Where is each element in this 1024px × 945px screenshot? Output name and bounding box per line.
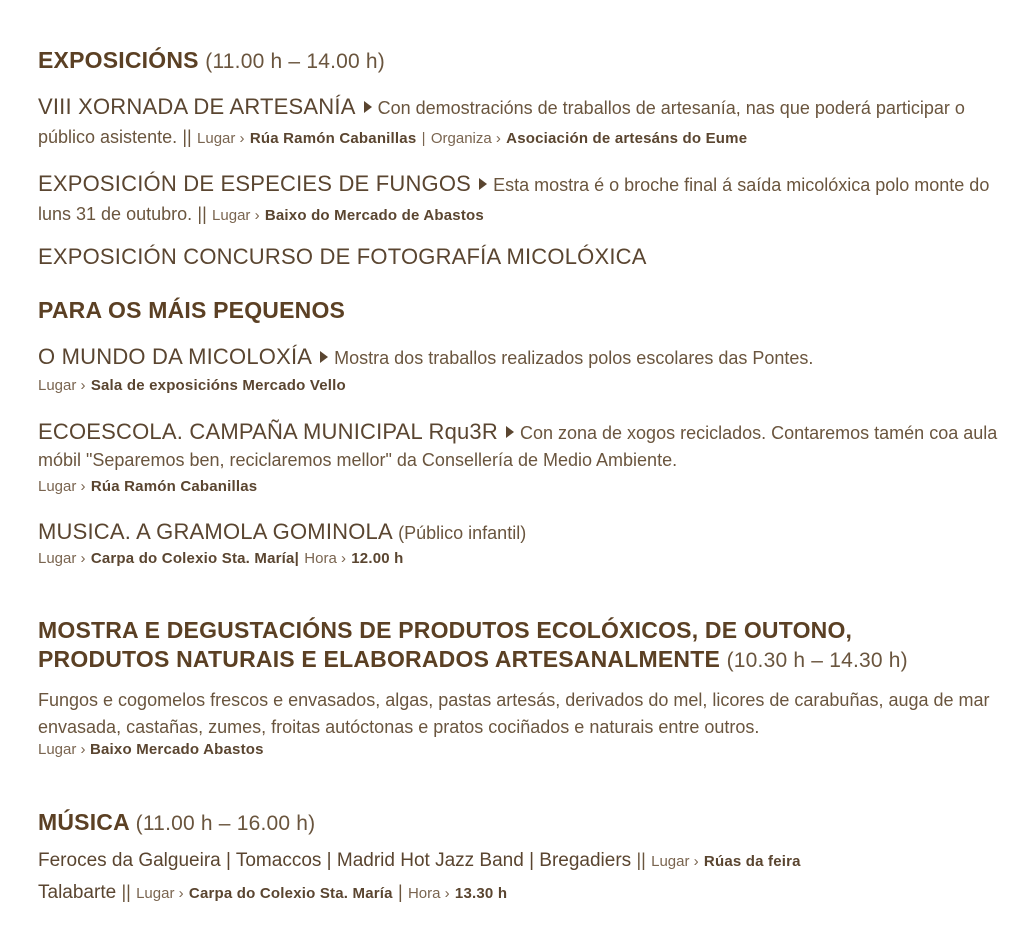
lugar-label: Lugar › <box>651 853 699 870</box>
lugar-value: Carpa do Colexio Sta. María| <box>90 550 299 567</box>
lugar-value: Rúas da feira <box>703 853 801 870</box>
lugar-label: Lugar › <box>38 377 86 394</box>
hora-value: 13.30 h <box>454 885 508 902</box>
separator: || <box>121 882 131 902</box>
lugar-label: Lugar › <box>197 130 245 147</box>
event-title: EXPOSICIÓN CONCURSO DE FOTOGRAFÍA MICOLÓXICA <box>38 244 647 269</box>
lugar-value: Baixo do Mercado de Abastos <box>264 207 484 224</box>
event-description: Con zona de xogos reciclados. Contaremos tamén coa aula móbil "Separemos ben, reciclaremos mellor" da Consellería de Medio Ambiente. <box>38 423 998 470</box>
heading-text: MÚSICA <box>38 809 130 835</box>
section-musica <box>38 809 1010 837</box>
separator: || <box>636 850 646 870</box>
section-heading <box>38 47 1010 75</box>
heading-time: (11.00 h – 16.00 h) <box>135 812 316 835</box>
event-description: Mostra dos traballos realizados polos escolares das Pontes. <box>334 348 814 368</box>
play-arrow-icon <box>506 426 514 438</box>
section-mostra <box>38 617 1010 674</box>
lineup-line-2 <box>38 877 1010 909</box>
lugar-label: Lugar › <box>38 550 86 567</box>
separator: || <box>182 127 192 147</box>
play-arrow-icon <box>479 178 487 190</box>
lugar-label: Lugar › <box>212 207 260 224</box>
lugar-value: Carpa do Colexio Sta. María <box>188 885 393 902</box>
event-note: (Público infantil) <box>398 523 527 543</box>
section-heading-line2: PRODUTOS NATURAIS E ELABORADOS ARTESANALMENTE <box>38 646 720 672</box>
separator: | <box>397 882 403 902</box>
organiza-label: Organiza › <box>430 130 501 147</box>
heading-time: (11.00 h – 14.00 h) <box>205 50 385 73</box>
section-heading-line1: MOSTRA E DEGUSTACIÓNS DE PRODUTOS ECOLÓXICOS, DE OUTONO, <box>38 617 853 643</box>
play-arrow-icon <box>364 101 372 113</box>
event-fotografia <box>38 243 1010 273</box>
separator: | <box>421 130 426 147</box>
lineup-line-1 <box>38 845 1010 877</box>
lugar-label: Lugar › <box>136 885 184 902</box>
play-arrow-icon <box>320 351 328 363</box>
event-description: Esta mostra é o broche final á saída micolóxica polo monte do luns 31 de outubro. <box>38 175 990 224</box>
section-pequenos <box>38 297 1010 323</box>
lugar-value: Baixo Mercado Abastos <box>89 741 264 758</box>
lugar-label: Lugar › <box>38 478 86 495</box>
event-gramola <box>38 518 1010 569</box>
section-heading: PARA OS MÁIS PEQUENOS <box>38 297 346 323</box>
heading-time: (10.30 h – 14.30 h) <box>726 649 908 672</box>
event-title: ECOESCOLA. CAMPAÑA MUNICIPAL Rqu3R <box>38 419 498 444</box>
event-title: MUSICA. A GRAMOLA GOMINOLA <box>38 519 393 544</box>
event-title: VIII XORNADA DE ARTESANÍA <box>38 94 356 119</box>
hora-label: Hora › <box>407 885 450 902</box>
organiza-value: Asociación de artesáns do Eume <box>506 130 748 147</box>
hora-value: 12.00 h <box>351 550 404 567</box>
bands: Talabarte <box>38 882 117 903</box>
mostra-details <box>38 687 1010 759</box>
event-title: EXPOSICIÓN DE ESPECIES DE FUNGOS <box>38 171 472 196</box>
event-description: Con demostracións de traballos de artesanía, nas que poderá participar o público asistente. <box>38 98 965 147</box>
event-fungos <box>38 170 1010 230</box>
lugar-label: Lugar › <box>38 741 86 758</box>
event-artesania <box>38 93 1010 153</box>
separator: || <box>197 204 207 224</box>
event-micoloxia <box>38 343 1010 396</box>
musica-lineup <box>38 845 1010 909</box>
mostra-description: Fungos e cogomelos frescos e envasados, algas, pastas artesás, derivados do mel, licores de carabuñas, auga de mar envasada, castañas, zumes, froitas autóctonas e pratos cociñados e naturais entre outros. <box>38 690 990 737</box>
bands: Feroces da Galgueira | Tomaccos | Madrid Hot Jazz Band | Bregadiers <box>38 850 632 871</box>
section-exposicions <box>38 47 1010 75</box>
heading-text: EXPOSICIÓNS <box>38 47 199 73</box>
event-title: O MUNDO DA MICOLOXÍA <box>38 344 313 369</box>
hora-label: Hora › <box>304 550 346 567</box>
event-ecoescola <box>38 419 1010 497</box>
lugar-value: Rúa Ramón Cabanillas <box>90 478 258 495</box>
lugar-value: Rúa Ramón Cabanillas <box>249 130 417 147</box>
lugar-value: Sala de exposicións Mercado Vello <box>90 377 346 394</box>
